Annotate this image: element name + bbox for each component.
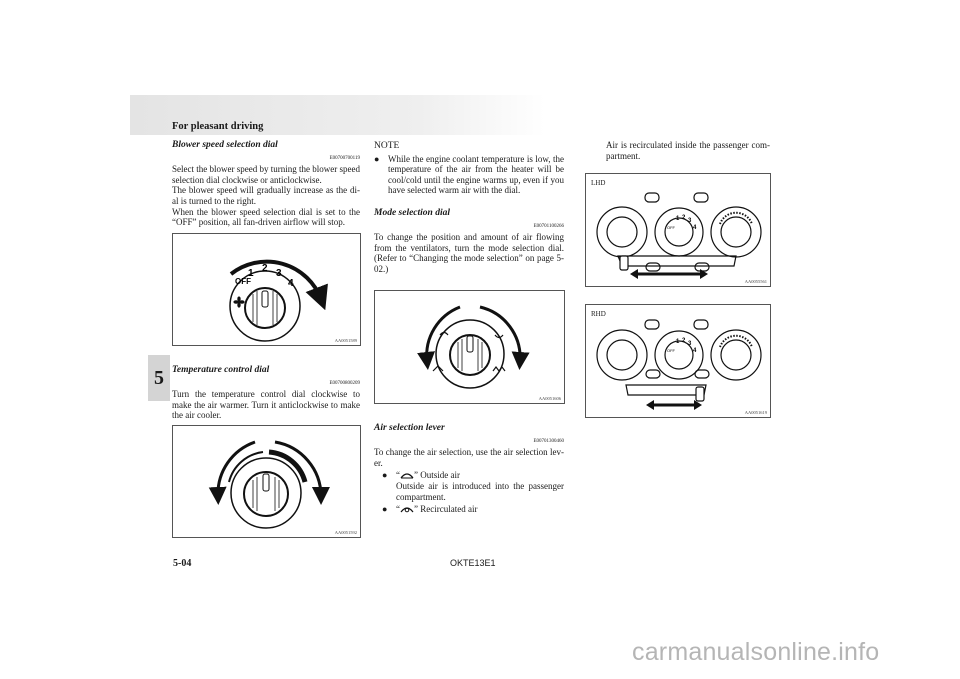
blower-label-3: 3: [276, 268, 282, 279]
svg-text:2: 2: [682, 338, 686, 344]
temperature-text: Turn the temperature control dial clockwise to make the air warmer. Turn it anticlockwise to make the air cooler.: [172, 389, 360, 421]
temperature-heading: Temperature control dial: [172, 365, 270, 375]
svg-text:2: 2: [682, 215, 686, 221]
mode-text: To change the position and amount of air flowing from the ventilators, turn the mode selection dial. (Refer to “Changing the mode selection” on page 5-02.): [374, 232, 564, 274]
svg-text:4: 4: [693, 225, 697, 231]
lhd-panel-figure: [585, 173, 771, 287]
mode-code: E00701100266: [533, 223, 564, 229]
outside-air-label: ” Outside air: [414, 470, 460, 481]
temperature-section: [172, 365, 360, 421]
lhd-outside-button: [695, 263, 709, 271]
figure-code: AA0051606: [538, 396, 561, 401]
rhd-recirc-button: [646, 370, 660, 378]
figure-code: AA0051589: [334, 338, 357, 343]
note-bullet: [374, 154, 564, 196]
figure-code: AA0051592: [334, 530, 357, 535]
outside-air-desc: Outside air is introduced into the passenger compartment.: [396, 480, 564, 502]
lhd-temp-dial: [711, 207, 761, 257]
outside-air-text: “ ” Outside air Outside air is introduced into the passenger compartment.: [396, 470, 564, 502]
note-label: NOTE: [374, 141, 400, 151]
rhd-mode-dial: [597, 330, 647, 380]
figure-code: AA0051619: [744, 410, 767, 415]
figure-code: AA0055561: [744, 279, 767, 284]
air-heading: Air selection lever: [374, 423, 445, 433]
svg-text:3: 3: [688, 341, 692, 347]
rhd-air-lever-knob: [696, 387, 704, 401]
svg-text:1: 1: [676, 339, 680, 345]
temperature-code: E00700800209: [329, 380, 360, 386]
rhd-rear-defog-button: [694, 320, 708, 329]
recirculated-air-text: “ ” Recirculated air: [396, 504, 478, 515]
outside-air-icon: [400, 472, 414, 480]
blower-heading: Blower speed selection dial: [172, 140, 278, 150]
lhd-recirc-button: [646, 263, 660, 271]
rhd-ac-button: [645, 320, 659, 329]
lhd-mode-dial: [597, 207, 647, 257]
svg-text:3: 3: [688, 218, 692, 224]
recirculated-air-label: ” Recirculated air: [414, 504, 478, 515]
svg-text:OFF: OFF: [667, 225, 675, 230]
lhd-air-lever-slot: [618, 256, 736, 266]
note-text: While the engine coolant temperature is low, the temperature of the air from the heater will be cool/cold until the engine warms up, even if you have selected warm air with the dial.: [388, 153, 564, 196]
outside-air-item: [374, 470, 564, 502]
bullet-icon: ●: [374, 153, 380, 164]
blower-label-1: 1: [248, 268, 254, 279]
blower-heading-row: [172, 140, 360, 151]
svg-text:OFF: OFF: [667, 348, 675, 353]
blower-paragraph: The blower speed will gradually increase as the di-al is turned to the right.: [172, 185, 360, 206]
blower-paragraph: Select the blower speed by turning the blower speed selection dial clockwise or anticlockwise.: [172, 164, 360, 185]
lhd-rear-defog-button: [694, 193, 708, 202]
document-code: OKTE13E1: [450, 558, 496, 568]
lhd-air-lever-knob: [620, 256, 628, 270]
mode-heading: Mode selection dial: [374, 207, 450, 218]
column-left: [172, 140, 360, 228]
temperature-dial-figure: [172, 425, 361, 538]
recirculated-air-item: [374, 504, 564, 515]
section-title: For pleasant driving: [172, 121, 264, 132]
column-right: [584, 140, 770, 161]
column-middle: [374, 140, 564, 275]
bullet-icon: ●: [382, 470, 388, 481]
rhd-panel-figure: [585, 304, 771, 418]
air-selection-section: [374, 423, 564, 515]
blower-paragraph: When the blower speed selection dial is set to the “OFF” position, all fan-driven airflow will stop.: [172, 206, 360, 228]
bullet-icon: ●: [382, 504, 388, 515]
svg-text:1: 1: [676, 216, 680, 222]
air-intro: To change the air selection, use the air selection lev-er.: [374, 447, 564, 468]
lhd-label: LHD: [591, 179, 606, 187]
blower-label-off: OFF: [235, 277, 251, 286]
rhd-label: RHD: [591, 310, 606, 318]
svg-text:4: 4: [693, 348, 697, 354]
lhd-ac-button: [645, 193, 659, 202]
mode-dial-figure: [374, 290, 565, 404]
recirculated-air-icon: [400, 506, 414, 514]
page-number: 5-04: [173, 558, 192, 569]
rhd-air-lever-slot: [626, 385, 706, 395]
blower-label-4: 4: [288, 278, 294, 289]
blower-dial-figure: [172, 233, 361, 346]
recirculated-air-desc: Air is recirculated inside the passenger com-partment.: [606, 140, 770, 161]
rhd-temp-dial: [711, 330, 761, 380]
chapter-tab: 5: [148, 355, 170, 401]
air-code: E00701300460: [533, 438, 564, 444]
watermark[interactable]: carmanualsonline.info: [632, 638, 880, 666]
blower-label-2: 2: [262, 263, 268, 274]
blower-code: E00700700119: [329, 155, 360, 161]
